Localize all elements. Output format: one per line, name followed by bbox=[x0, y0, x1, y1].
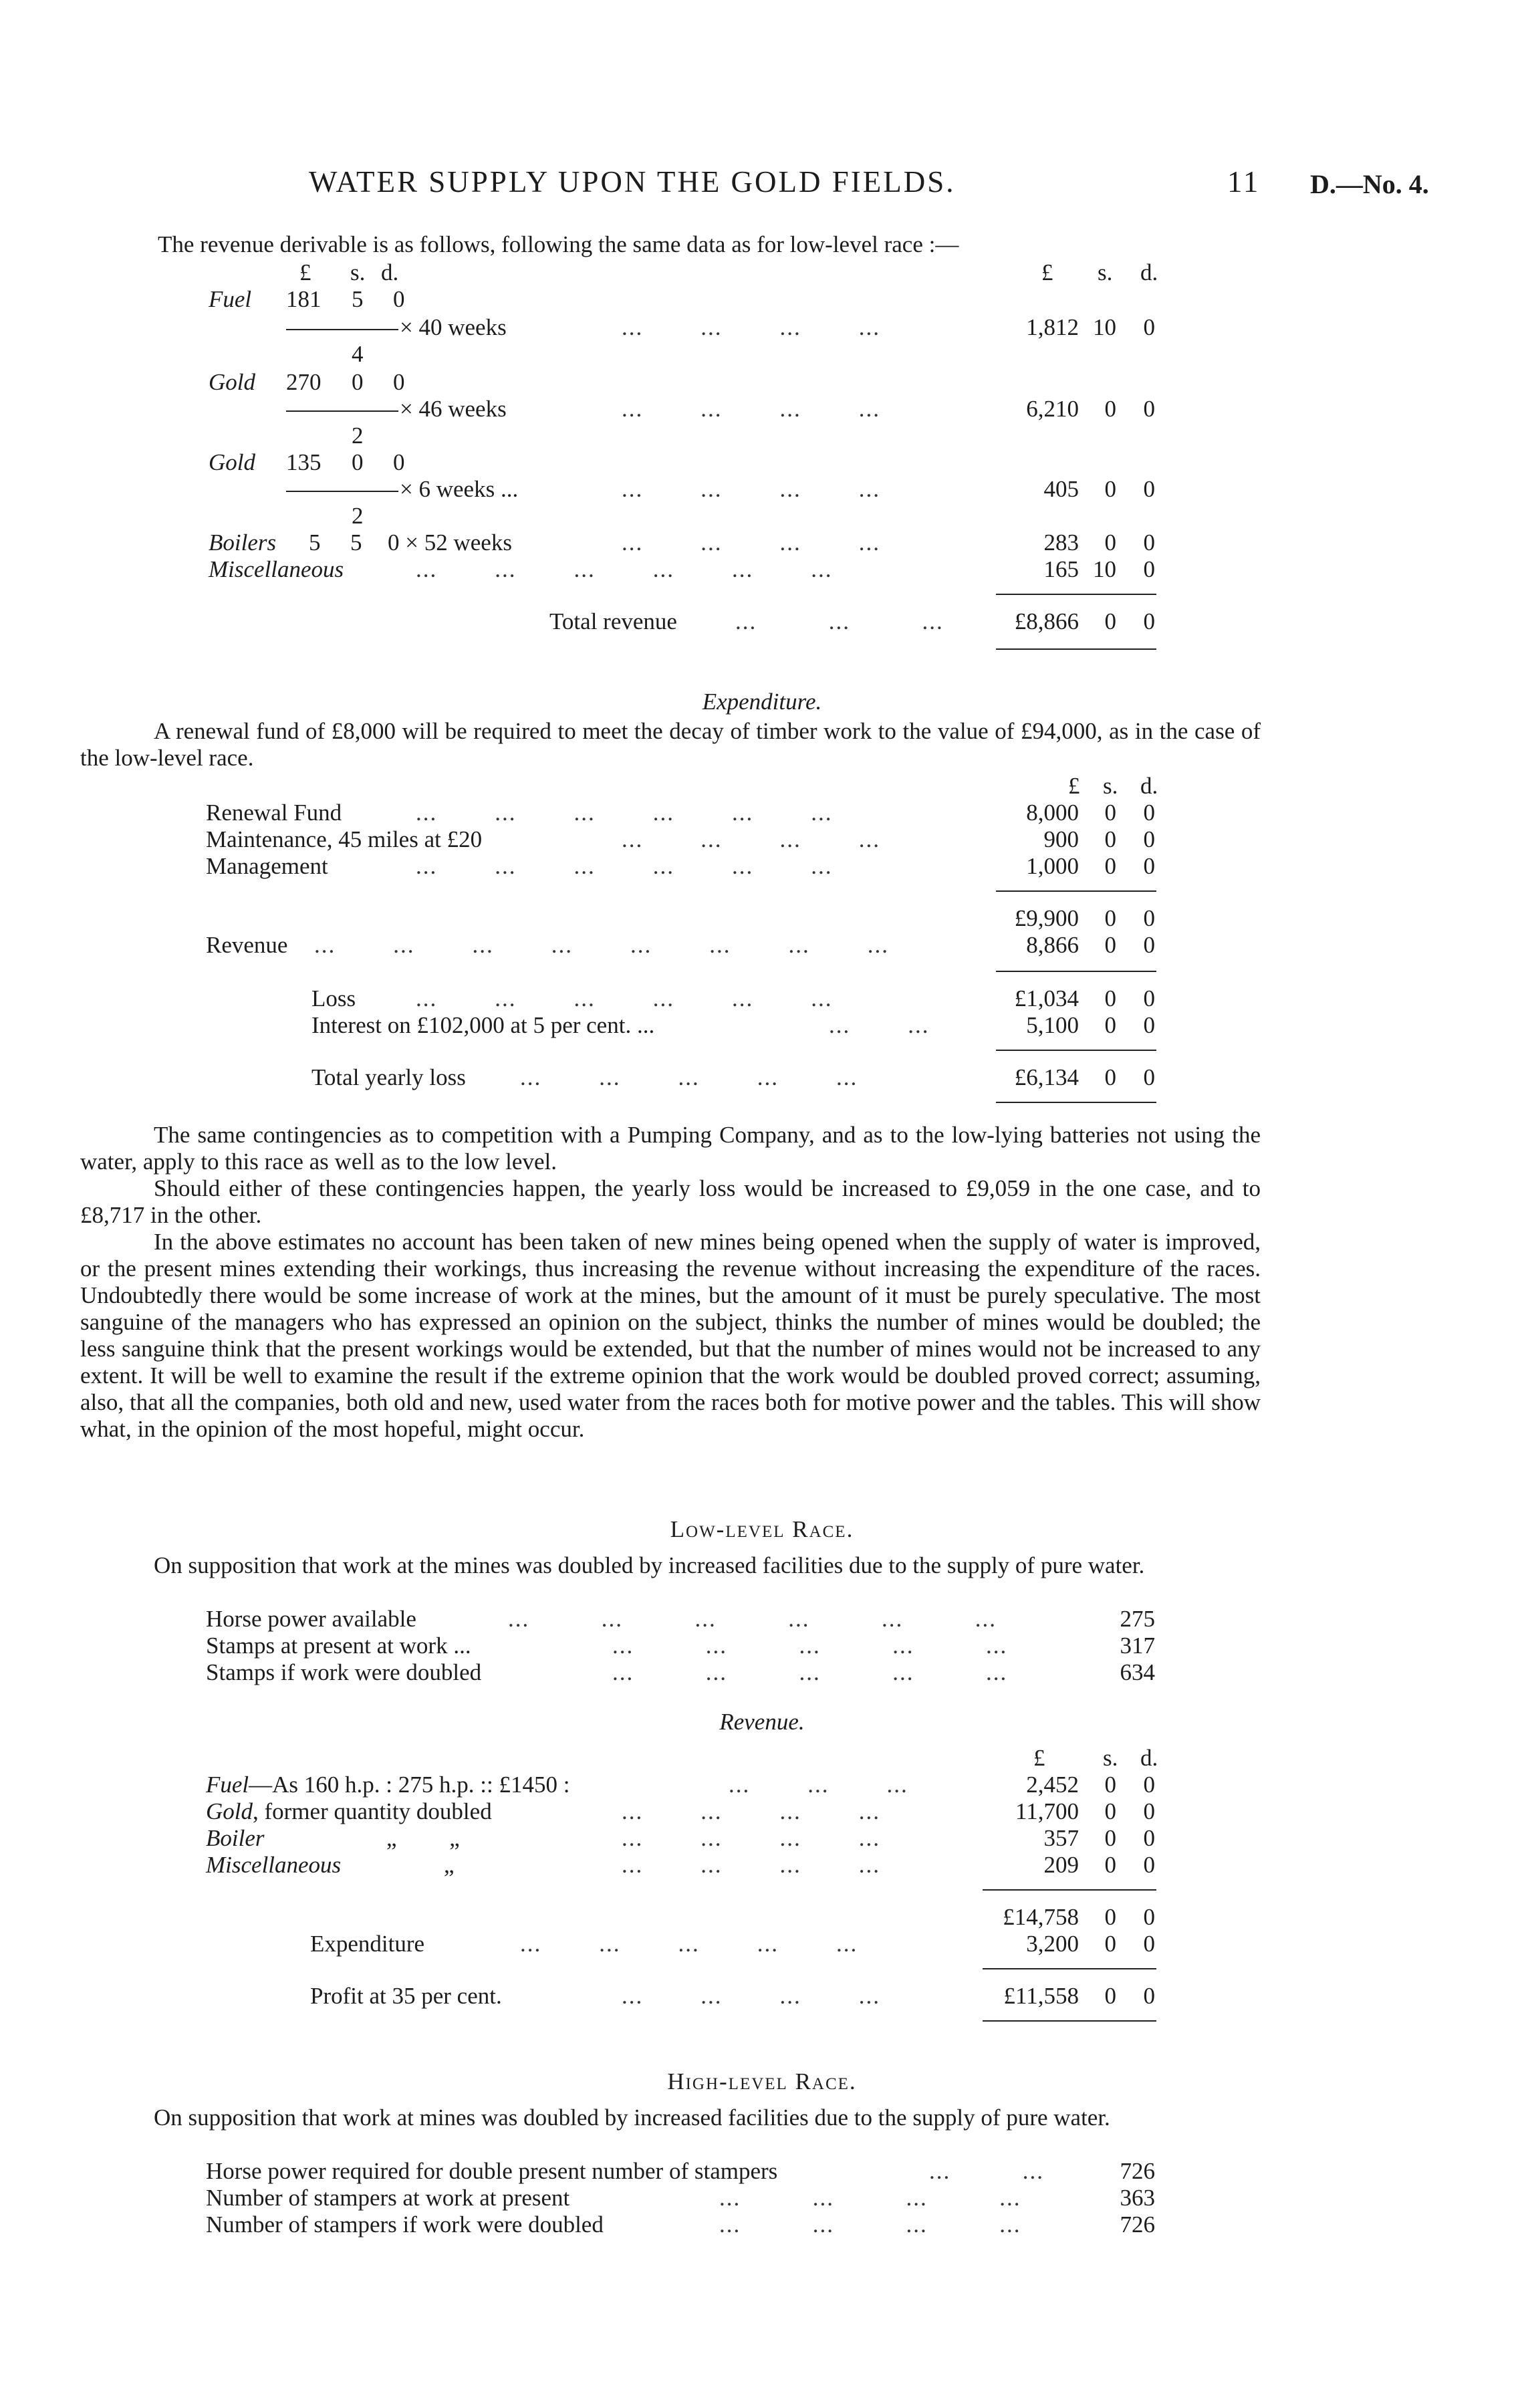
col-header-d: d. bbox=[1140, 773, 1158, 799]
gold-total-d: 0 bbox=[1143, 396, 1155, 422]
expenditure-subtotal-s: 0 bbox=[1104, 905, 1116, 931]
leader-dots: ... ... ... ... ... bbox=[520, 1931, 858, 1957]
col-header-s: s. bbox=[1103, 773, 1118, 799]
leader-dots: ... ... ... ... bbox=[719, 2185, 1021, 2211]
misc-s: 0 bbox=[1104, 1852, 1116, 1878]
revenue-s: 0 bbox=[1104, 932, 1116, 958]
gold-s: 0 bbox=[1104, 1798, 1116, 1824]
total-loss-pounds: £6,134 bbox=[1014, 1064, 1079, 1090]
paragraph-yearly-loss: Should either of these contingencies happen, the yearly loss would be increased to £9,059 in the one case, and to £8,717 in the other. bbox=[80, 1175, 1261, 1228]
misc-label: Miscellaneous bbox=[206, 1852, 342, 1878]
expenditure-heading: Expenditure. bbox=[702, 689, 822, 715]
col-header-pound: £ bbox=[1041, 259, 1053, 285]
boilers-total-s: 0 bbox=[1104, 529, 1116, 556]
col-header-s-left: s. bbox=[350, 259, 366, 285]
fuel-pounds: 181 bbox=[286, 286, 322, 312]
gold-label: Gold bbox=[206, 1798, 253, 1824]
leader-dots: ... ... ... bbox=[729, 1772, 908, 1798]
gold-shillings: 0 bbox=[352, 369, 364, 395]
revenue-subtotal-d: 0 bbox=[1143, 1904, 1155, 1930]
revenue-subtotal-pounds: £14,758 bbox=[1003, 1904, 1079, 1930]
fuel-shillings: 5 bbox=[352, 286, 364, 312]
maintenance-label: Maintenance, 45 miles at £20 bbox=[206, 826, 483, 852]
misc-total-pounds: 165 bbox=[1043, 556, 1079, 582]
maintenance-pounds: 900 bbox=[1043, 826, 1079, 852]
low-level-heading: Low-level Race. bbox=[670, 1516, 854, 1542]
interest-label: Interest on £102,000 at 5 per cent. ... bbox=[311, 1012, 655, 1038]
gold-shillings: 0 bbox=[352, 449, 364, 475]
boilers-total-d: 0 bbox=[1143, 529, 1155, 556]
stat-value: 726 bbox=[1120, 2211, 1155, 2238]
interest-pounds: 5,100 bbox=[1026, 1012, 1079, 1038]
leader-dots: ... ... ... ... ... ... ... ... bbox=[314, 932, 889, 958]
expenditure-pounds: 3,200 bbox=[1026, 1931, 1079, 1957]
expenditure-text: A renewal fund of £8,000 will be required to meet the decay of timber work to the value of £94,000, as in the case of the low-level race. bbox=[80, 718, 1261, 771]
gold-label: Gold bbox=[209, 449, 255, 475]
loss-pounds: £1,034 bbox=[1014, 985, 1079, 1011]
low-level-text: On supposition that work at the mines was doubled by increased facilities due to the supply of pure water. bbox=[154, 1552, 1145, 1578]
gold-multiplier: × 46 weeks bbox=[400, 396, 507, 422]
leader-dots: ... ... ... ... ... ... bbox=[508, 1606, 997, 1632]
fuel-pence: 0 bbox=[393, 286, 405, 312]
profit-d: 0 bbox=[1143, 1983, 1155, 2009]
leader-dots: ... ... ... ... ... ... bbox=[416, 853, 833, 879]
leader-dots: ... ... bbox=[929, 2158, 1044, 2184]
page-title: WATER SUPPLY UPON THE GOLD FIELDS. bbox=[309, 165, 956, 199]
stat-value: 634 bbox=[1120, 1659, 1155, 1685]
boilers-label: Boilers bbox=[209, 529, 277, 556]
total-revenue-s: 0 bbox=[1104, 608, 1116, 634]
profit-pounds: £11,558 bbox=[1003, 1983, 1079, 2009]
gold-pence: 0 bbox=[393, 449, 405, 475]
col-header-s: s. bbox=[1103, 1745, 1118, 1771]
ditto-marks: „ bbox=[444, 1852, 455, 1878]
fuel-total-pounds: 1,812 bbox=[1026, 314, 1079, 340]
expenditure-s: 0 bbox=[1104, 1931, 1116, 1957]
fuel-label: Fuel bbox=[206, 1772, 249, 1798]
high-level-heading: High-level Race. bbox=[667, 2068, 857, 2094]
boilers-pounds: 5 bbox=[309, 529, 321, 556]
total-loss-s: 0 bbox=[1104, 1064, 1116, 1090]
profit-label: Profit at 35 per cent. bbox=[310, 1983, 502, 2009]
paragraph-contingencies: The same contingencies as to competition with a Pumping Company, and as to the low-lying batteries not using the water, apply to this race as well as to the low level. bbox=[80, 1122, 1261, 1175]
leader-dots: ... ... ... ... bbox=[622, 529, 880, 556]
gold-total-s: 0 bbox=[1104, 396, 1116, 422]
loss-label: Loss bbox=[311, 985, 356, 1011]
stat-value: 363 bbox=[1120, 2185, 1155, 2211]
stat-label: Number of stampers if work were doubled bbox=[206, 2211, 604, 2238]
leader-dots: ... ... ... ... ... ... bbox=[416, 985, 833, 1011]
renewal-fund-s: 0 bbox=[1104, 800, 1116, 826]
fuel-s: 0 bbox=[1104, 1772, 1116, 1798]
sum-rule bbox=[983, 1889, 1156, 1891]
boilers-shillings: 5 bbox=[350, 529, 362, 556]
leader-dots: ... ... ... ... bbox=[622, 1852, 880, 1878]
leader-dots: ... ... ... ... bbox=[622, 1798, 880, 1824]
loss-s: 0 bbox=[1104, 985, 1116, 1011]
stat-label: Stamps at present at work ... bbox=[206, 1633, 471, 1659]
interest-d: 0 bbox=[1143, 1012, 1155, 1038]
management-d: 0 bbox=[1143, 853, 1155, 879]
interest-s: 0 bbox=[1104, 1012, 1116, 1038]
loss-d: 0 bbox=[1143, 985, 1155, 1011]
total-rule bbox=[996, 648, 1156, 650]
leader-dots: ... ... ... ... bbox=[622, 396, 880, 422]
fraction-bar bbox=[286, 410, 398, 412]
expenditure-d: 0 bbox=[1143, 1931, 1155, 1957]
leader-dots: ... ... ... bbox=[735, 608, 944, 634]
gold-total-pounds: 6,210 bbox=[1026, 396, 1079, 422]
expenditure-label: Expenditure bbox=[310, 1931, 425, 1957]
leader-dots: ... ... ... ... bbox=[622, 1983, 880, 2009]
profit-s: 0 bbox=[1104, 1983, 1116, 2009]
boiler-d: 0 bbox=[1143, 1825, 1155, 1851]
management-s: 0 bbox=[1104, 853, 1116, 879]
renewal-fund-label: Renewal Fund bbox=[206, 800, 342, 826]
leader-dots: ... ... ... ... bbox=[719, 2211, 1021, 2238]
maintenance-s: 0 bbox=[1104, 826, 1116, 852]
sum-rule bbox=[983, 1968, 1156, 1969]
page-number: 11 bbox=[1227, 165, 1261, 199]
revenue-intro: The revenue derivable is as follows, following the same data as for low-level race :— bbox=[158, 231, 959, 257]
fraction-bar bbox=[286, 491, 398, 492]
document-reference: D.—No. 4. bbox=[1310, 169, 1429, 199]
revenue-heading: Revenue. bbox=[719, 1709, 805, 1735]
sum-rule bbox=[996, 594, 1156, 595]
stat-value: 317 bbox=[1120, 1633, 1155, 1659]
sum-rule bbox=[996, 1050, 1156, 1051]
misc-label: Miscellaneous bbox=[209, 556, 344, 582]
gold-row bbox=[206, 1798, 492, 1825]
leader-dots: ... ... ... ... bbox=[622, 314, 880, 340]
stat-value: 726 bbox=[1120, 2158, 1155, 2184]
leader-dots: ... ... ... ... bbox=[622, 476, 880, 502]
total-revenue-d: 0 bbox=[1143, 608, 1155, 634]
boiler-pounds: 357 bbox=[1043, 1825, 1079, 1851]
total-loss-d: 0 bbox=[1143, 1064, 1155, 1090]
gold-pounds: 270 bbox=[286, 369, 322, 395]
boiler-label: Boiler bbox=[206, 1825, 265, 1851]
leader-dots: ... ... ... ... ... bbox=[520, 1064, 858, 1090]
high-level-text: On supposition that work at mines was doubled by increased facilities due to the supply of pure water. bbox=[154, 2104, 1110, 2131]
leader-dots: ... ... bbox=[829, 1012, 930, 1038]
gold-total-d: 0 bbox=[1143, 476, 1155, 502]
sum-rule bbox=[996, 971, 1156, 972]
col-header-s: s. bbox=[1098, 259, 1113, 285]
revenue-subtotal-s: 0 bbox=[1104, 1904, 1116, 1930]
gold-total-pounds: 405 bbox=[1043, 476, 1079, 502]
leader-dots: ... ... ... ... ... bbox=[612, 1659, 1008, 1685]
fuel-total-s: 10 bbox=[1093, 314, 1116, 340]
renewal-fund-d: 0 bbox=[1143, 800, 1155, 826]
fuel-multiplier: × 40 weeks bbox=[400, 314, 507, 340]
stat-label: Number of stampers at work at present bbox=[206, 2185, 570, 2211]
revenue-pounds: 8,866 bbox=[1026, 932, 1079, 958]
gold-text: , former quantity doubled bbox=[253, 1798, 492, 1824]
management-label: Management bbox=[206, 853, 328, 879]
gold-pounds: 11,700 bbox=[1015, 1798, 1079, 1824]
col-header-d: d. bbox=[1140, 259, 1158, 285]
gold-d: 0 bbox=[1143, 1798, 1155, 1824]
fuel-row bbox=[206, 1772, 569, 1798]
gold-pence: 0 bbox=[393, 369, 405, 395]
fuel-pounds: 2,452 bbox=[1026, 1772, 1079, 1798]
misc-total-s: 10 bbox=[1093, 556, 1116, 582]
misc-d: 0 bbox=[1143, 1852, 1155, 1878]
fuel-divisor: 4 bbox=[352, 341, 364, 367]
expenditure-subtotal-pounds: £9,900 bbox=[1014, 905, 1079, 931]
gold-divisor: 2 bbox=[352, 503, 364, 529]
fuel-label: Fuel bbox=[209, 286, 252, 312]
total-loss-label: Total yearly loss bbox=[311, 1064, 466, 1090]
col-header-d-left: d. bbox=[381, 259, 399, 285]
stat-label: Stamps if work were doubled bbox=[206, 1659, 482, 1685]
renewal-fund-pounds: 8,000 bbox=[1026, 800, 1079, 826]
gold-divisor: 2 bbox=[352, 423, 364, 449]
gold-pounds: 135 bbox=[286, 449, 322, 475]
fraction-bar bbox=[286, 329, 398, 330]
revenue-label: Revenue bbox=[206, 932, 288, 958]
gold-total-s: 0 bbox=[1104, 476, 1116, 502]
fuel-total-d: 0 bbox=[1143, 314, 1155, 340]
total-revenue-pounds: £8,866 bbox=[1014, 608, 1079, 634]
ditto-marks: „ „ bbox=[386, 1825, 460, 1851]
leader-dots: ... ... ... ... bbox=[622, 1825, 880, 1851]
leader-dots: ... ... ... ... bbox=[622, 826, 880, 852]
maintenance-d: 0 bbox=[1143, 826, 1155, 852]
stat-label: Horse power required for double present number of stampers bbox=[206, 2158, 778, 2184]
misc-total-d: 0 bbox=[1143, 556, 1155, 582]
expenditure-subtotal-d: 0 bbox=[1143, 905, 1155, 931]
leader-dots: ... ... ... ... ... ... bbox=[416, 800, 833, 826]
gold-label: Gold bbox=[209, 369, 255, 395]
paragraph-estimates: In the above estimates no account has been taken of new mines being opened when the supply of water is improved, or the present mines extending their workings, thus increasing the revenue without increasing the expenditure of the races. Undoubtedly there would be some increase of work at the mines, but the amount of it must be purely speculative. The most sanguine of the managers who has expressed an opinion on the subject, thinks the number of mines would be doubled; the less sanguine think that the present workings would be extended, but that the number of mines would not be increased to any extent. It will be well to examine the result if the extreme opinion that the work would be doubled proved correct; assuming, also, that all the companies, both old and new, used water from the races both for motive power and the tables. This will show what, in the opinion of the most hopeful, might occur. bbox=[80, 1229, 1261, 1442]
sum-rule bbox=[996, 890, 1156, 892]
col-header-d: d. bbox=[1140, 1745, 1158, 1771]
col-header-pound: £ bbox=[1033, 1745, 1045, 1771]
boiler-s: 0 bbox=[1104, 1825, 1116, 1851]
col-header-pound-left: £ bbox=[299, 259, 311, 285]
stat-label: Horse power available bbox=[206, 1606, 416, 1632]
total-rule bbox=[983, 2020, 1156, 2022]
col-header-pound: £ bbox=[1068, 773, 1080, 799]
misc-pounds: 209 bbox=[1043, 1852, 1079, 1878]
total-revenue-label: Total revenue bbox=[549, 608, 677, 634]
stat-value: 275 bbox=[1120, 1606, 1155, 1632]
leader-dots: ... ... ... ... ... bbox=[612, 1633, 1008, 1659]
boilers-total-pounds: 283 bbox=[1043, 529, 1079, 556]
fuel-text: —As 160 h.p. : 275 h.p. :: £1450 : bbox=[249, 1772, 570, 1798]
total-rule bbox=[996, 1102, 1156, 1103]
management-pounds: 1,000 bbox=[1026, 853, 1079, 879]
revenue-d: 0 bbox=[1143, 932, 1155, 958]
leader-dots: ... ... ... ... ... ... bbox=[416, 556, 833, 582]
boilers-multiplier: 0 × 52 weeks bbox=[388, 529, 512, 556]
fuel-d: 0 bbox=[1143, 1772, 1155, 1798]
gold-multiplier: × 6 weeks ... bbox=[400, 476, 519, 502]
